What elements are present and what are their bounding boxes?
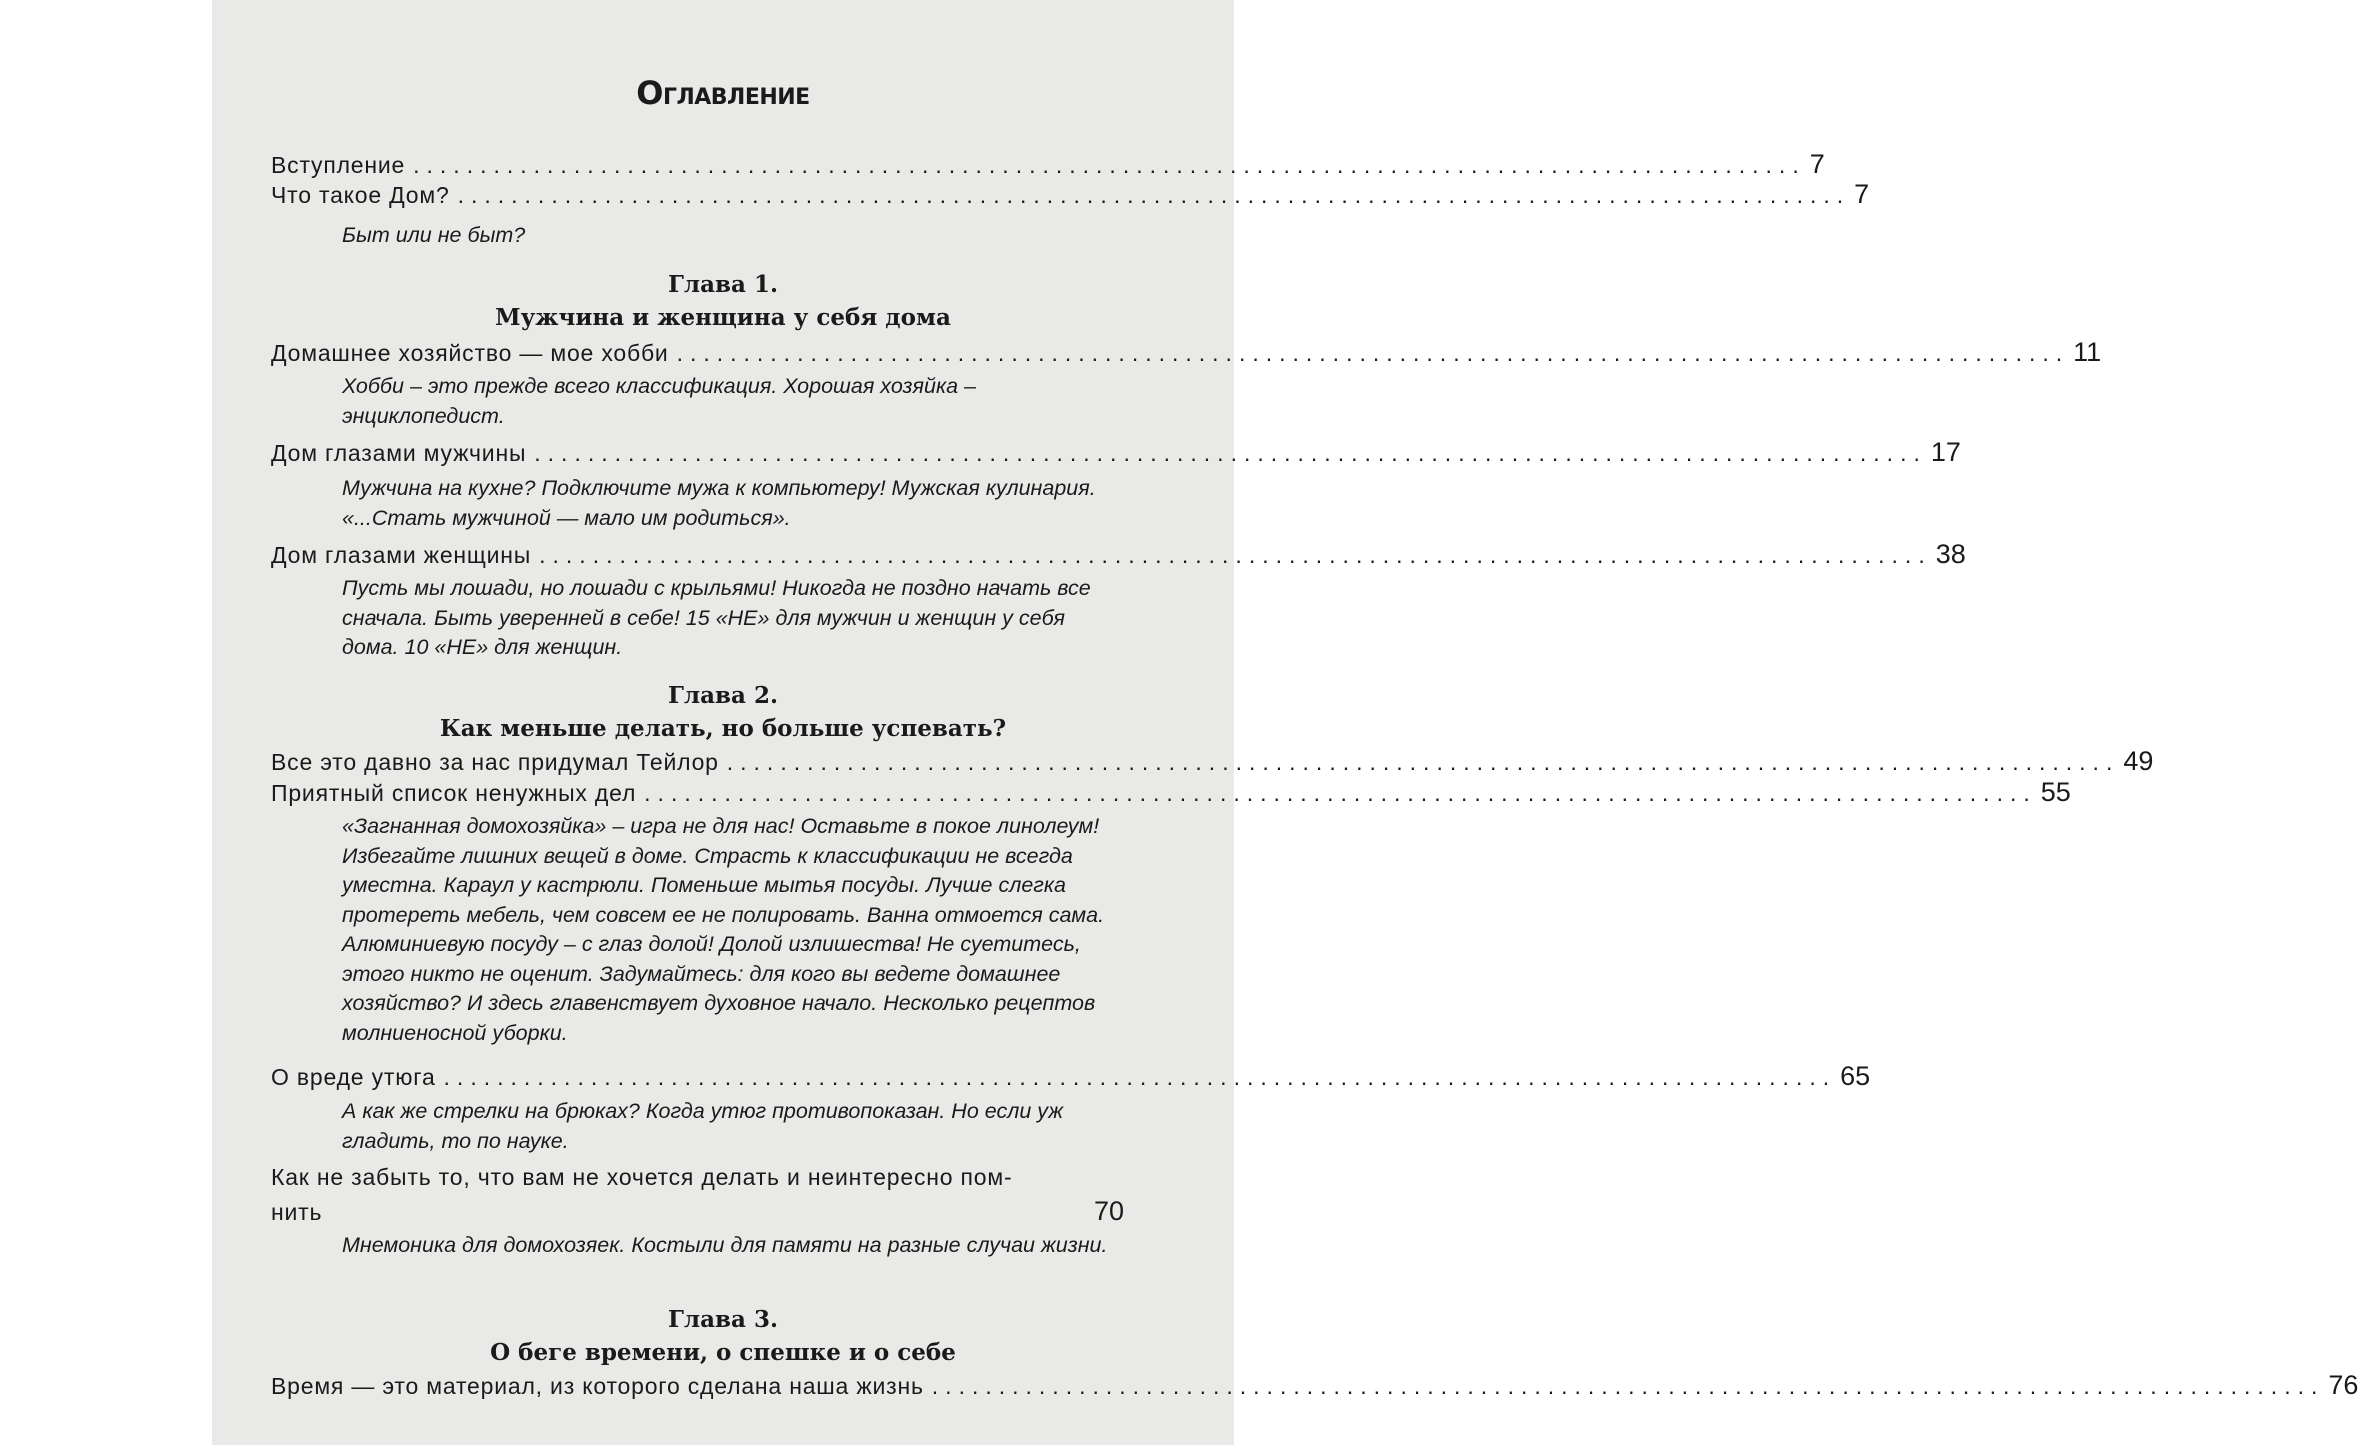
entry-label: Дом глазами женщины <box>271 542 532 568</box>
entry-label-line2: нить <box>271 1199 323 1225</box>
toc-entry <box>271 337 2102 368</box>
toc-entry <box>271 437 1961 468</box>
chapter-title: Как меньше делать, но больше успевать? <box>439 715 1007 742</box>
entry-label: Приятный список ненужных дел <box>271 780 637 806</box>
entry-label: Домашнее хозяйство — мое хобби <box>271 340 669 366</box>
leader-dots: ........................................................................................................ <box>534 440 1927 466</box>
page-number: 11 <box>2073 337 2102 367</box>
toc-title: Оглавление <box>636 74 810 112</box>
toc-entry <box>271 746 2154 777</box>
page-number: 55 <box>2040 777 2071 807</box>
chapter-title: Мужчина и женщина у себя дома <box>495 304 951 331</box>
book-page <box>212 0 2358 1445</box>
toc-entry <box>271 1370 2358 1401</box>
leader-dots: ........................................................................................................ <box>931 1373 2325 1399</box>
entry-label: Вступление <box>271 152 406 178</box>
leader-dots: ........................................................................................................ <box>539 542 1932 568</box>
toc-entry <box>271 179 1870 210</box>
toc-entry <box>271 777 2071 808</box>
entry-label: Что такое Дом? <box>271 182 450 208</box>
leader-dots: ........................................................................................................ <box>726 749 2120 775</box>
entry-description: «Загнанная домохозяйка» – игра не для нас! Оставьте в покое линолеум! Избегайте лишних вещей в доме. Страсть к классификации не всегда уместна. Караул у кастрюли. Поменьше мытья посуды. Лучше слегка протереть мебель, чем совсем ее не полировать. Ванна отмоется сама. Алюминиевую посуду – с глаз долой! Долой излишества! Не суетитесь, этого никто не оценит. Задумайтесь: для кого вы ведете домашнее хозяйство? И здесь главенствует духовное начало. Несколько рецептов молниеносной уборки. <box>342 814 1105 1045</box>
chapter-number: Глава 2. <box>668 682 778 709</box>
entry-label: О вреде утюга <box>271 1064 436 1090</box>
leader-dots: ........................................................................................................ <box>443 1064 1837 1090</box>
entry-label: Дом глазами мужчины <box>271 440 527 466</box>
entry-label-line1: Как не забыть то, что вам не хочется делать и неинтересно пом- <box>271 1164 1013 1190</box>
entry-label: Время — это материал, из которого сделана наша жизнь <box>271 1373 924 1399</box>
entry-description: Быт или не быт? <box>342 223 526 247</box>
chapter-number: Глава 1. <box>668 271 778 298</box>
leader-dots: ........................................................................................................ <box>457 182 1851 208</box>
leader-dots: ........................................................................................................ <box>644 780 2037 806</box>
page-number: 70 <box>1093 1196 1124 1226</box>
toc-entry <box>271 539 1966 570</box>
page-number: 7 <box>1809 149 1825 179</box>
page-number: 76 <box>2328 1370 2358 1400</box>
leader-dots: ........................................................................................................ <box>413 152 1806 178</box>
entry-description: Пусть мы лошади, но лошади с крыльями! Никогда не поздно начать все сначала. Быть уверенней в себе! 15 «НЕ» для мужчин и женщин у себя дома. 10 «НЕ» для женщин. <box>342 576 1091 659</box>
page-number: 17 <box>1930 437 1961 467</box>
entry-description: Мнемоника для домохозяек. Костыли для памяти на разные случаи жизни. <box>342 1233 1108 1257</box>
page-number: 7 <box>1854 179 1870 209</box>
toc-entry <box>271 1061 1871 1092</box>
page-number: 38 <box>1935 539 1966 569</box>
page-number: 49 <box>2123 746 2154 776</box>
entry-description: Хобби – это прежде всего классификация. Хорошая хозяйка – энциклопедист. <box>342 374 977 428</box>
toc-entry <box>271 149 1825 180</box>
entry-label: Все это давно за нас придумал Тейлор <box>271 749 719 775</box>
entry-description: А как же стрелки на брюках? Когда утюг противопоказан. Но если уж гладить, то по науке. <box>342 1099 1064 1153</box>
page-number: 65 <box>1840 1061 1871 1091</box>
chapter-title: О беге времени, о спешке и о себе <box>490 1339 956 1366</box>
chapter-number: Глава 3. <box>668 1306 778 1333</box>
entry-description: Мужчина на кухне? Подключите мужа к компьютеру! Мужская кулинария. «...Стать мужчиной — мало им родиться». <box>342 476 1096 530</box>
toc-entry <box>271 1162 1124 1227</box>
leader-dots: ........................................................................................................ <box>676 340 2070 366</box>
